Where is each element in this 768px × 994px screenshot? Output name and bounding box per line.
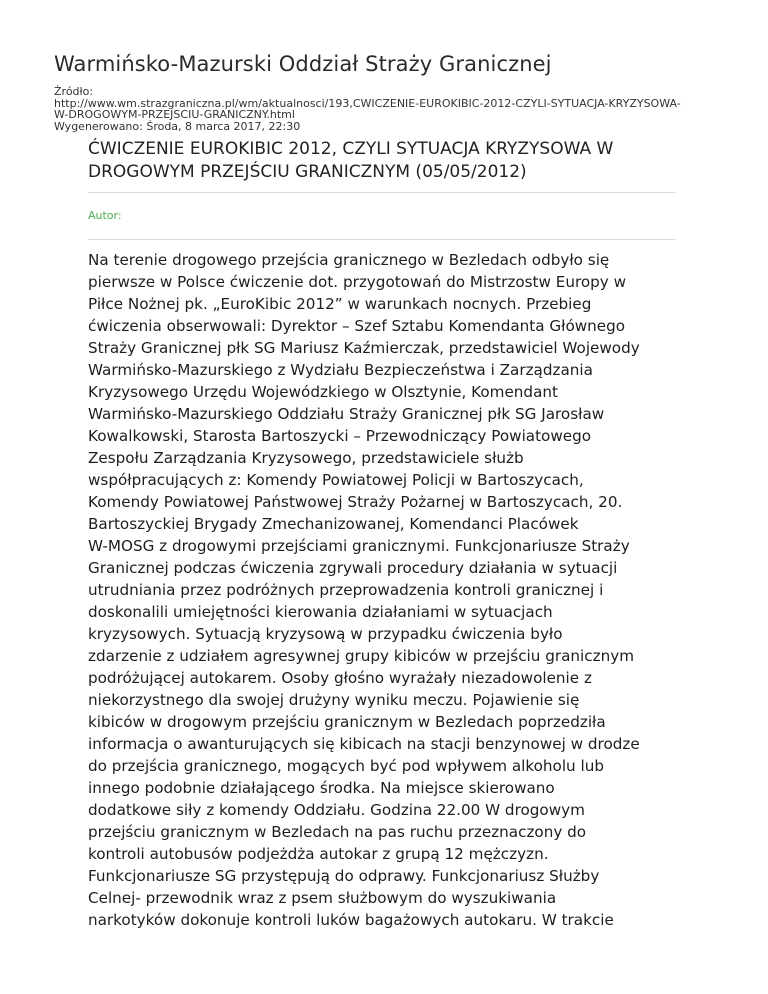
article-body-line: Kryzysowego Urzędu Wojewódzkiego w Olsztynie, Komendant (88, 383, 558, 401)
article-body-line: zdarzenie z udziałem agresywnej grupy kibiców w przejściu granicznym (88, 647, 634, 665)
article-body-line: Piłce Nożnej pk. „EuroKibic 2012” w warunkach nocnych. Przebieg (88, 295, 592, 313)
article-title (88, 138, 688, 184)
article-body-line: kibiców w drogowym przejściu granicznym w Bezledach poprzedziła (88, 713, 606, 731)
article-body-line: Na terenie drogowego przejścia granicznego w Bezledach odbyło się (88, 251, 610, 269)
article-body-line: Warmińsko-Mazurskiego z Wydziału Bezpieczeństwa i Zarządzania (88, 361, 593, 379)
article-body-line: innego podobnie działającego środka. Na miejsce skierowano (88, 779, 555, 797)
article-body-line: pierwsze w Polsce ćwiczenie dot. przygotowań do Mistrzostw Europy w (88, 273, 627, 291)
article-body-line: Komendy Powiatowej Państwowej Straży Pożarnej w Bartoszycach, 20. (88, 493, 623, 511)
article-body-line: podróżującej autokarem. Osoby głośno wyrażały niezadowolenie z (88, 669, 592, 687)
article-body-line: do przejścia granicznego, mogących być pod wpływem alkoholu lub (88, 757, 604, 775)
article-body-line: dodatkowe siły z komendy Oddziału. Godzina 22.00 W drogowym (88, 801, 585, 819)
article-title-line-1: ĆWICZENIE EUROKIBIC 2012, CZYLI SYTUACJA KRYZYSOWA W (88, 139, 614, 159)
article-body-line: Zespołu Zarządzania Kryzysowego, przedstawiciele służb (88, 449, 524, 467)
article-body-line: narkotyków dokonuje kontroli luków bagażowych autokaru. W trakcie (88, 911, 614, 929)
divider-bottom (88, 239, 676, 240)
article-body-line: Celnej- przewodnik wraz z psem służbowym do wyszukiwania (88, 889, 557, 907)
generated-timestamp: Wygenerowano: Środa, 8 marca 2017, 22:30 (54, 119, 301, 133)
article-body-line: utrudniania przez podróżnych przeprowadzenia kontroli granicznej i (88, 581, 604, 599)
article-body-line: Kowalkowski, Starosta Bartoszycki – Przewodniczący Powiatowego (88, 427, 592, 445)
article-body-line: Granicznej podczas ćwiczenia zgrywali procedury działania w sytuacji (88, 559, 618, 577)
source-metadata (54, 86, 724, 132)
divider-top (88, 192, 676, 193)
article-body-line: informacja o awanturujących się kibicach na stacji benzynowej w drodze (88, 735, 640, 753)
source-url-line-1: http://www.wm.strazgraniczna.pl/wm/aktualnosci/193,CWICZENIE-EUROKIBIC-2012-CZYLI-SYTUACJA-KRYZYSOWA- (54, 96, 681, 110)
article-body-line: Straży Granicznej płk SG Mariusz Kaźmierczak, przedstawiciel Wojewody (88, 339, 640, 357)
article-body-line: Bartoszyckiej Brygady Zmechanizowanej, Komendanci Placówek (88, 515, 579, 533)
author-label: Autor: (88, 209, 122, 222)
site-title: Warmińsko-Mazurski Oddział Straży Granicznej (54, 52, 552, 76)
article-body (88, 249, 688, 931)
article-body-line: niekorzystnego dla swojej drużyny wyniku meczu. Pojawienie się (88, 691, 580, 709)
article-body-line: Funkcjonariusze SG przystępują do odprawy. Funkcjonariusz Służby (88, 867, 600, 885)
article-body-line: przejściu granicznym w Bezledach na pas ruchu przeznaczony do (88, 823, 587, 841)
article-body-line: kryzysowych. Sytuacją kryzysową w przypadku ćwiczenia było (88, 625, 563, 643)
article-body-line: ćwiczenia obserwowali: Dyrektor – Szef Sztabu Komendanta Głównego (88, 317, 626, 335)
article-body-line: doskonalili umiejętności kierowania działaniami w sytuacjach (88, 603, 553, 621)
article-body-line: W-MOSG z drogowymi przejściami granicznymi. Funkcjonariusze Straży (88, 537, 630, 555)
article-title-line-2: DROGOWYM PRZEJŚCIU GRANICZNYM (05/05/2012) (88, 162, 527, 182)
article-body-line: kontroli autobusów podjeżdża autokar z grupą 12 mężczyzn. (88, 845, 549, 863)
article-body-line: Warmińsko-Mazurskiego Oddziału Straży Granicznej płk SG Jarosław (88, 405, 605, 423)
article-body-line: współpracujących z: Komendy Powiatowej Policji w Bartoszycach, (88, 471, 584, 489)
source-url-line-2: W-DROGOWYM-PRZEJSCIU-GRANICZNY.html (54, 108, 295, 121)
source-label: Źródło: (54, 85, 94, 98)
